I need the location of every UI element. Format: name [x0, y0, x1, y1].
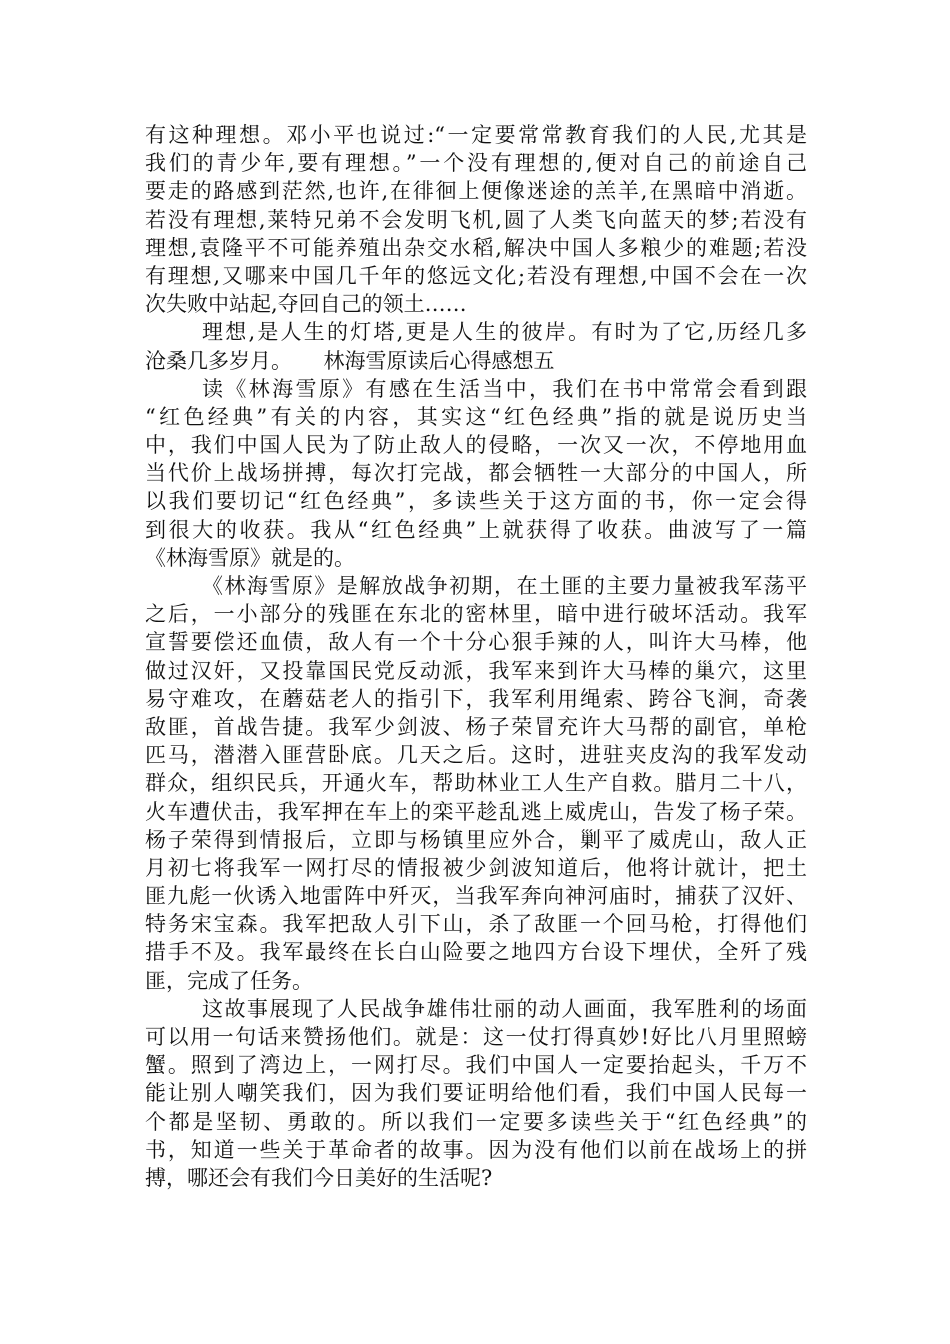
text-line: 敌匪，首战告捷。我军少剑波、杨子荣冒充许大马帮的副官，单枪 — [145, 714, 807, 739]
text-line: 匹马，潜潜入匪营卧底。几天之后。这时，进驻夹皮沟的我军发动 — [145, 743, 807, 768]
text-line: 月初七将我军一网打尽的情报被少剑波知道后，他将计就计，把土 — [145, 855, 807, 880]
text-line: 沧桑几多岁月。 林海雪原读后心得感想五 — [145, 348, 555, 373]
text-line: 到很大的收获。我从“红色经典”上就获得了收获。曲波写了一篇 — [145, 517, 807, 542]
text-line: 读《林海雪原》有感在生活当中，我们在书中常常会看到跟 — [202, 376, 807, 401]
text-line: “红色经典”有关的内容，其实这“红色经典”指的就是说历史当 — [145, 404, 807, 429]
text-line: 有理想,又哪来中国几千年的悠远文化;若没有理想,中国不会在一次 — [145, 263, 807, 288]
text-line: 个都是坚韧、勇敢的。所以我们一定要多读些关于“红色经典”的 — [145, 1109, 807, 1134]
text-line: 这故事展现了人民战争雄伟壮丽的动人画面，我军胜利的场面 — [202, 996, 807, 1021]
text-line: 做过汉奸，又投靠国民党反动派，我军来到许大马棒的巢穴，这里 — [145, 658, 807, 683]
text-line: 书，知道一些关于革命者的故事。因为没有他们以前在战场上的拼 — [145, 1137, 807, 1162]
text-line: 理想,袁隆平不可能养殖出杂交水稻,解决中国人多粮少的难题;若没 — [145, 235, 807, 260]
text-line: 特务宋宝森。我军把敌人引下山，杀了敌匪一个回马枪，打得他们 — [145, 912, 807, 937]
text-line: 能让别人嘲笑我们，因为我们要证明给他们看，我们中国人民每一 — [145, 1081, 807, 1106]
text-line: 火车遭伏击，我军押在车上的栾平趁乱逃上威虎山，告发了杨子荣。 — [145, 799, 807, 824]
text-line: 之后，一小部分的残匪在东北的密林里，暗中进行破坏活动。我军 — [145, 602, 807, 627]
text-line: 《林海雪原》就是的。 — [145, 545, 355, 570]
text-line: 搏，哪还会有我们今日美好的生活呢? — [145, 1165, 493, 1190]
text-line: 《林海雪原》是解放战争初期，在土匪的主要力量被我军荡平 — [202, 574, 807, 598]
text-line: 若没有理想,莱特兄弟不会发明飞机,圆了人类飞向蓝天的梦;若没有 — [145, 207, 807, 232]
text-line: 匪九彪一伙诱入地雷阵中歼灭，当我军奔向神河庙时，捕获了汉奸、 — [145, 884, 807, 909]
text-line: 群众，组织民兵，开通火车，帮助林业工人生产自救。腊月二十八， — [145, 771, 807, 796]
text-line: 次失败中站起,夺回自己的领土…… — [145, 292, 467, 317]
text-line: 匪，完成了任务。 — [145, 968, 313, 993]
text-line: 措手不及。我军最终在长白山险要之地四方台设下埋伏，全歼了残 — [145, 940, 807, 965]
text-line: 杨子荣得到情报后，立即与杨镇里应外合，剿平了威虎山，敌人正 — [145, 827, 807, 852]
text-line: 当代价上战场拼搏，每次打完战，都会牺牲一大部分的中国人，所 — [145, 461, 807, 486]
text-line: 以我们要切记“红色经典”，多读些关于这方面的书，你一定会得 — [145, 489, 807, 514]
body-text — [145, 121, 807, 1192]
text-line: 要走的路感到茫然,也许,在徘徊上便像迷途的羔羊,在黑暗中消逝。 — [145, 179, 807, 204]
text-line: 可以用一句话来赞扬他们。就是：这一仗打得真妙!好比八月里照螃 — [145, 1025, 807, 1049]
text-line: 有这种理想。邓小平也说过:“一定要常常教育我们的人民,尤其是 — [145, 123, 807, 147]
text-line: 宣誓要偿还血债，敌人有一个十分心狠手辣的人，叫许大马棒，他 — [145, 630, 807, 655]
text-line: 我们的青少年,要有理想。”一个没有理想的,便对自己的前途自己 — [145, 151, 807, 176]
text-line: 理想,是人生的灯塔,更是人生的彼岸。有时为了它,历经几多 — [202, 320, 807, 345]
text-line: 中，我们中国人民为了防止敌人的侵略，一次又一次，不停地用血 — [145, 433, 807, 458]
text-line: 易守难攻，在蘑菇老人的指引下，我军利用绳索、跨谷飞涧，奇袭 — [145, 686, 807, 711]
text-line: 蟹。照到了湾边上，一网打尽。我们中国人一定要抬起头，千万不 — [145, 1053, 807, 1078]
